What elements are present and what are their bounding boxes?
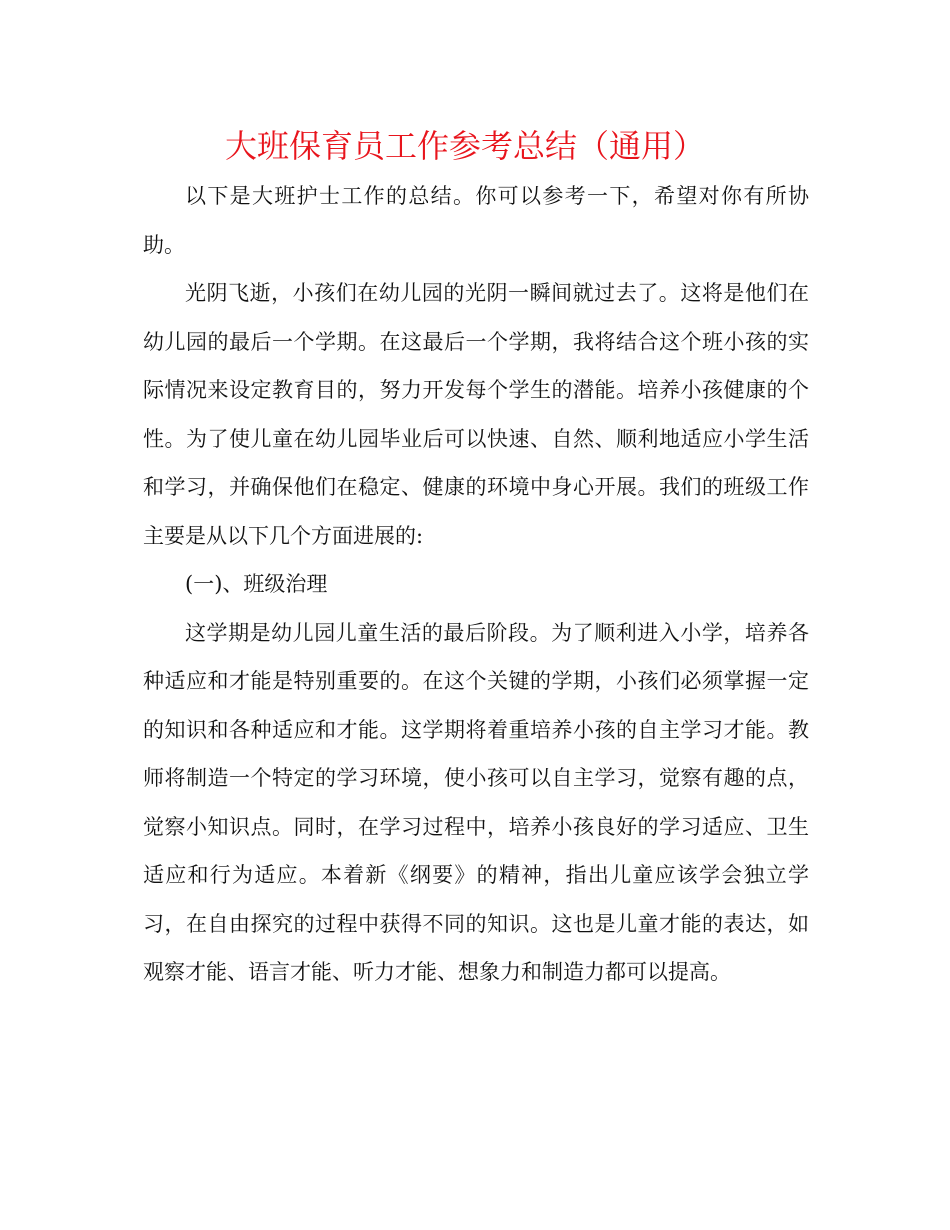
section-heading-class-management: (一)、班级治理 [185, 572, 328, 596]
document-title: 大班保育员工作参考总结（通用） [224, 127, 705, 165]
paragraph-class-management: 这学期是幼儿园儿童生活的最后阶段。为了顺利进入小学，培养各种适应和才能是特别重要的。在这个关键的学期，小孩们必须掌握一定的知识和各种适应和才能。这学期将着重培养小孩的自主学习才能。教师将制造一个特定的学习环境，使小孩可以自主学习，觉察有趣的点，觉察小知识点。同时，在学习过程中，培养小孩良好的学习适应、卫生适应和行为适应。本着新《纲要》的精神，指出儿童应该学会独立学习，在自由探究的过程中获得不同的知识。这也是儿童才能的表达，如观察才能、语言才能、听力才能、想象力和制造力都可以提高。 [143, 620, 809, 984]
paragraph-overview: 光阴飞逝，小孩们在幼儿园的光阴一瞬间就过去了。这将是他们在幼儿园的最后一个学期。在这最后一个学期，我将结合这个班小孩的实际情况来设定教育目的，努力开发每个学生的潜能。培养小孩健康的个性。为了使儿童在幼儿园毕业后可以快速、自然、顺利地适应小学生活和学习，并确保他们在稳定、健康的环境中身心开展。我们的班级工作主要是从以下几个方面进展的: [143, 281, 809, 548]
document-body [143, 172, 809, 997]
paragraph-intro: 以下是大班护士工作的总结。你可以参考一下，希望对你有所协助。 [143, 184, 809, 257]
